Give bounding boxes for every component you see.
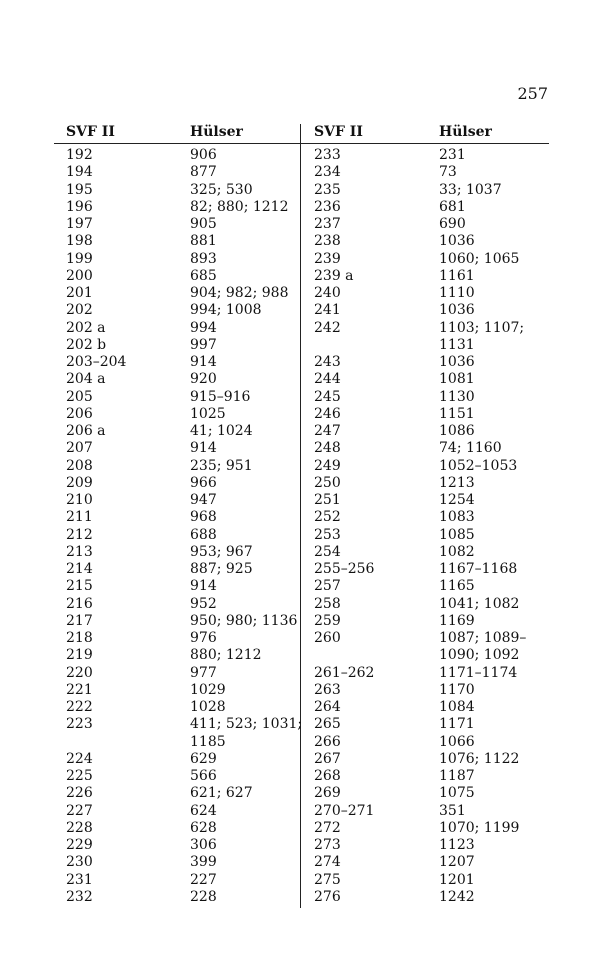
hulser-reference: 1123 bbox=[439, 837, 475, 853]
svf-reference: 217 bbox=[66, 612, 93, 629]
hulser-reference: 33; 1037 bbox=[439, 181, 502, 198]
svf-reference: 248 bbox=[314, 440, 341, 457]
hulser-reference: 905 bbox=[190, 216, 217, 232]
hulser-reference: 1165 bbox=[439, 578, 475, 595]
hulser-reference: 997 bbox=[190, 336, 217, 353]
hulser-reference: 914 bbox=[190, 440, 217, 457]
svf-reference: 207 bbox=[66, 440, 93, 457]
hulser-reference: 1036 bbox=[439, 233, 475, 250]
svf-reference: 250 bbox=[314, 474, 341, 491]
hulser-reference: 1130 bbox=[439, 388, 475, 405]
right-hulser-header: Hülser bbox=[439, 124, 492, 140]
svf-reference: 249 bbox=[314, 457, 341, 474]
svf-reference: 240 bbox=[314, 285, 341, 301]
hulser-reference: 1075 bbox=[439, 785, 475, 802]
hulser-reference: 73 bbox=[439, 164, 457, 181]
hulser-reference: 1110 bbox=[439, 285, 475, 301]
svf-reference: 211 bbox=[66, 509, 93, 526]
hulser-reference: 688 bbox=[190, 526, 217, 543]
hulser-reference: 621; 627 bbox=[190, 785, 253, 802]
right-svf-header: SVF II bbox=[314, 124, 363, 140]
svf-reference: 239 a bbox=[314, 267, 354, 284]
svf-reference: 239 bbox=[314, 250, 341, 267]
svf-reference: 276 bbox=[314, 888, 341, 905]
svf-reference: 238 bbox=[314, 233, 341, 250]
svf-reference: 235 bbox=[314, 181, 341, 198]
hulser-reference: 1213 bbox=[439, 474, 475, 491]
hulser-reference: 1036 bbox=[439, 354, 475, 370]
svf-reference: 218 bbox=[66, 630, 93, 646]
svf-reference: 206 bbox=[66, 405, 93, 422]
hulser-reference: 994; 1008 bbox=[190, 302, 262, 319]
svf-reference: 205 bbox=[66, 388, 93, 405]
svf-reference: 241 bbox=[314, 302, 341, 319]
svf-reference: 254 bbox=[314, 543, 341, 560]
svf-reference: 225 bbox=[66, 768, 93, 784]
hulser-reference: 1081 bbox=[439, 371, 475, 388]
hulser-reference: 1151 bbox=[439, 405, 475, 422]
svf-reference: 272 bbox=[314, 819, 341, 836]
svf-reference: 222 bbox=[66, 699, 93, 715]
hulser-reference: 74; 1160 bbox=[439, 440, 502, 457]
hulser-reference: 1167–1168 bbox=[439, 561, 518, 577]
hulser-reference: 690 bbox=[439, 216, 466, 232]
hulser-reference: 325; 530 bbox=[190, 181, 253, 198]
hulser-reference: 1082 bbox=[439, 543, 475, 560]
hulser-reference: 953; 967 bbox=[190, 543, 253, 560]
svf-reference: 275 bbox=[314, 871, 341, 888]
svf-reference: 261–262 bbox=[314, 664, 375, 681]
svf-reference: 252 bbox=[314, 509, 341, 526]
hulser-reference: 904; 982; 988 bbox=[190, 285, 289, 301]
hulser-reference: 887; 925 bbox=[190, 561, 253, 577]
svf-reference: 223 bbox=[66, 716, 93, 733]
hulser-reference: 235; 951 bbox=[190, 457, 253, 474]
hulser-reference: 1131 bbox=[439, 336, 475, 353]
svf-reference: 231 bbox=[66, 871, 93, 888]
hulser-reference: 1084 bbox=[439, 699, 475, 715]
hulser-reference: 1025 bbox=[190, 405, 226, 422]
svf-reference: 257 bbox=[314, 578, 341, 595]
hulser-reference: 968 bbox=[190, 509, 217, 526]
hulser-reference: 1187 bbox=[439, 768, 475, 784]
svf-reference: 202 b bbox=[66, 336, 107, 353]
svf-reference: 233 bbox=[314, 147, 341, 163]
svf-reference: 236 bbox=[314, 198, 341, 215]
hulser-reference: 1052–1053 bbox=[439, 457, 518, 474]
svf-reference: 234 bbox=[314, 164, 341, 181]
hulser-reference: 1103; 1107; bbox=[439, 319, 525, 336]
svf-reference: 204 a bbox=[66, 371, 106, 388]
hulser-reference: 1169 bbox=[439, 612, 475, 629]
hulser-reference: 994 bbox=[190, 319, 217, 336]
hulser-reference: 681 bbox=[439, 198, 466, 215]
hulser-reference: 231 bbox=[439, 147, 466, 163]
hulser-reference: 966 bbox=[190, 474, 217, 491]
svf-reference: 264 bbox=[314, 699, 341, 715]
svf-reference: 196 bbox=[66, 198, 93, 215]
svf-reference: 194 bbox=[66, 164, 93, 181]
hulser-reference: 1242 bbox=[439, 888, 475, 905]
svf-reference: 243 bbox=[314, 354, 341, 370]
hulser-reference: 228 bbox=[190, 888, 217, 905]
hulser-reference: 1028 bbox=[190, 699, 226, 715]
svf-reference: 229 bbox=[66, 837, 93, 853]
hulser-reference: 1171–1174 bbox=[439, 664, 518, 681]
svf-reference: 201 bbox=[66, 285, 93, 301]
svf-reference: 203–204 bbox=[66, 354, 127, 370]
hulser-reference: 915–916 bbox=[190, 388, 251, 405]
hulser-reference: 399 bbox=[190, 854, 217, 871]
svf-reference: 228 bbox=[66, 819, 93, 836]
hulser-reference: 947 bbox=[190, 492, 217, 508]
hulser-reference: 351 bbox=[439, 802, 466, 819]
hulser-reference: 977 bbox=[190, 664, 217, 681]
hulser-reference: 624 bbox=[190, 802, 217, 819]
svf-reference: 213 bbox=[66, 543, 93, 560]
svf-reference: 269 bbox=[314, 785, 341, 802]
svf-reference: 200 bbox=[66, 267, 93, 284]
svf-reference: 208 bbox=[66, 457, 93, 474]
hulser-reference: 1083 bbox=[439, 509, 475, 526]
hulser-reference: 880; 1212 bbox=[190, 647, 262, 664]
hulser-reference: 976 bbox=[190, 630, 217, 646]
svf-reference: 219 bbox=[66, 647, 93, 664]
svf-reference: 263 bbox=[314, 681, 341, 698]
svf-reference: 202 a bbox=[66, 319, 106, 336]
hulser-reference: 877 bbox=[190, 164, 217, 181]
left-hulser-header: Hülser bbox=[190, 124, 243, 140]
svf-reference: 210 bbox=[66, 492, 93, 508]
svf-reference: 245 bbox=[314, 388, 341, 405]
svf-reference: 258 bbox=[314, 595, 341, 612]
hulser-reference: 629 bbox=[190, 750, 217, 767]
hulser-reference: 1201 bbox=[439, 871, 475, 888]
hulser-reference: 1090; 1092 bbox=[439, 647, 520, 664]
svf-reference: 197 bbox=[66, 216, 93, 232]
hulser-reference: 566 bbox=[190, 768, 217, 784]
hulser-reference: 227 bbox=[190, 871, 217, 888]
hulser-reference: 914 bbox=[190, 578, 217, 595]
svf-reference: 215 bbox=[66, 578, 93, 595]
svf-reference: 251 bbox=[314, 492, 341, 508]
svf-reference: 206 a bbox=[66, 423, 106, 439]
svf-reference: 224 bbox=[66, 750, 93, 767]
svf-reference: 253 bbox=[314, 526, 341, 543]
hulser-reference: 1207 bbox=[439, 854, 475, 871]
column-divider bbox=[300, 124, 301, 908]
svf-reference: 214 bbox=[66, 561, 93, 577]
hulser-reference: 914 bbox=[190, 354, 217, 370]
hulser-reference: 1170 bbox=[439, 681, 475, 698]
left-svf-header: SVF II bbox=[66, 124, 115, 140]
svf-reference: 265 bbox=[314, 716, 341, 733]
svf-reference: 267 bbox=[314, 750, 341, 767]
hulser-reference: 628 bbox=[190, 819, 217, 836]
hulser-reference: 881 bbox=[190, 233, 217, 250]
hulser-reference: 1185 bbox=[190, 733, 226, 750]
svf-reference: 221 bbox=[66, 681, 93, 698]
svf-reference: 274 bbox=[314, 854, 341, 871]
hulser-reference: 1086 bbox=[439, 423, 475, 439]
svf-reference: 247 bbox=[314, 423, 341, 439]
svf-reference: 246 bbox=[314, 405, 341, 422]
hulser-reference: 1254 bbox=[439, 492, 475, 508]
hulser-reference: 1161 bbox=[439, 267, 475, 284]
hulser-reference: 1171 bbox=[439, 716, 475, 733]
hulser-reference: 950; 980; 1136 bbox=[190, 612, 298, 629]
hulser-reference: 1036 bbox=[439, 302, 475, 319]
hulser-reference: 1085 bbox=[439, 526, 475, 543]
svf-reference: 273 bbox=[314, 837, 341, 853]
svf-reference: 198 bbox=[66, 233, 93, 250]
svf-reference: 244 bbox=[314, 371, 341, 388]
svf-reference: 232 bbox=[66, 888, 93, 905]
svf-reference: 230 bbox=[66, 854, 93, 871]
svf-reference: 195 bbox=[66, 181, 93, 198]
svf-reference: 237 bbox=[314, 216, 341, 232]
svf-reference: 255–256 bbox=[314, 561, 375, 577]
svf-reference: 226 bbox=[66, 785, 93, 802]
header-rule bbox=[54, 143, 549, 144]
svf-reference: 266 bbox=[314, 733, 341, 750]
hulser-reference: 952 bbox=[190, 595, 217, 612]
hulser-reference: 1070; 1199 bbox=[439, 819, 520, 836]
hulser-reference: 920 bbox=[190, 371, 217, 388]
hulser-reference: 1029 bbox=[190, 681, 226, 698]
svf-reference: 212 bbox=[66, 526, 93, 543]
hulser-reference: 1087; 1089– bbox=[439, 630, 527, 646]
svf-reference: 199 bbox=[66, 250, 93, 267]
hulser-reference: 893 bbox=[190, 250, 217, 267]
svf-reference: 270–271 bbox=[314, 802, 375, 819]
hulser-reference: 82; 880; 1212 bbox=[190, 198, 289, 215]
hulser-reference: 1041; 1082 bbox=[439, 595, 520, 612]
svf-reference: 220 bbox=[66, 664, 93, 681]
hulser-reference: 1076; 1122 bbox=[439, 750, 520, 767]
hulser-reference: 1066 bbox=[439, 733, 475, 750]
svf-reference: 260 bbox=[314, 630, 341, 646]
svf-reference: 216 bbox=[66, 595, 93, 612]
hulser-reference: 1060; 1065 bbox=[439, 250, 520, 267]
hulser-reference: 306 bbox=[190, 837, 217, 853]
svf-reference: 268 bbox=[314, 768, 341, 784]
page-number: 257 bbox=[517, 84, 548, 103]
hulser-reference: 906 bbox=[190, 147, 217, 163]
svf-reference: 202 bbox=[66, 302, 93, 319]
hulser-reference: 411; 523; 1031; bbox=[190, 716, 303, 733]
svf-reference: 192 bbox=[66, 147, 93, 163]
hulser-reference: 41; 1024 bbox=[190, 423, 253, 439]
svf-reference: 259 bbox=[314, 612, 341, 629]
svf-reference: 242 bbox=[314, 319, 341, 336]
hulser-reference: 685 bbox=[190, 267, 217, 284]
svf-reference: 209 bbox=[66, 474, 93, 491]
svf-reference: 227 bbox=[66, 802, 93, 819]
